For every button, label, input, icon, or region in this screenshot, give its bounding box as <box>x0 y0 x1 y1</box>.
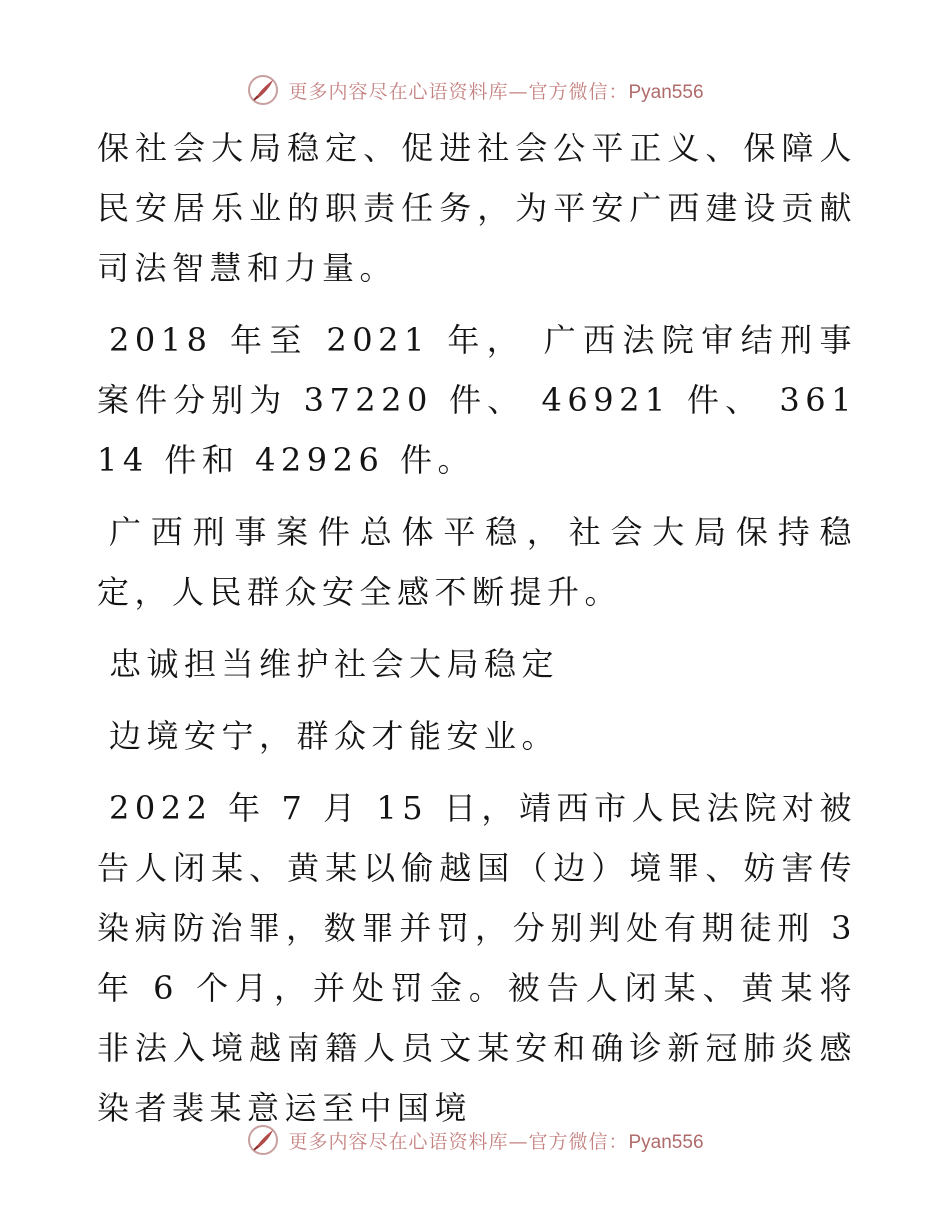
quill-logo-icon <box>246 73 280 107</box>
paragraph-4: 边境安宁，群众才能安业。 <box>109 717 560 755</box>
wechat-id: Pyan556 <box>628 81 704 103</box>
footer-watermark <box>0 1120 950 1160</box>
watermark-text: 更多内容尽在心语资料库—官方微信：Pyan556 <box>288 80 704 103</box>
paragraph-5: 2022 年 7 月 15 日，靖西市人民法院对被告人闭某、黄某以偷越国（边）境罪、妨害传染病防治罪，数罪并罚，分别判处有期徒刑 3 年 6 个月，并处罚金。被告人闭某、黄某将非法入境越南籍人员文某安和确诊新冠肺炎感染者裴某意运至中国境 <box>97 789 857 1127</box>
wechat-id: Pyan556 <box>628 1131 704 1153</box>
watermark-text: 更多内容尽在心语资料库—官方微信：Pyan556 <box>288 1130 704 1153</box>
section-heading: 忠诚担当维护社会大局稳定 <box>109 645 560 683</box>
quill-logo-icon <box>246 1123 280 1157</box>
paragraph-3: 广西刑事案件总体平稳，社会大局保持稳定，人民群众安全感不断提升。 <box>97 513 857 611</box>
header-watermark <box>0 70 950 110</box>
paragraph-2: 2018 年至 2021 年， 广西法院审结刑事案件分别为 37220 件、 46921 件、 36114 件和 42926 件。 <box>97 321 857 479</box>
document-body <box>97 118 857 1150</box>
paragraph-1: 保社会大局稳定、促进社会公平正义、保障人民安居乐业的职责任务，为平安广西建设贡献司法智慧和力量。 <box>97 129 857 287</box>
